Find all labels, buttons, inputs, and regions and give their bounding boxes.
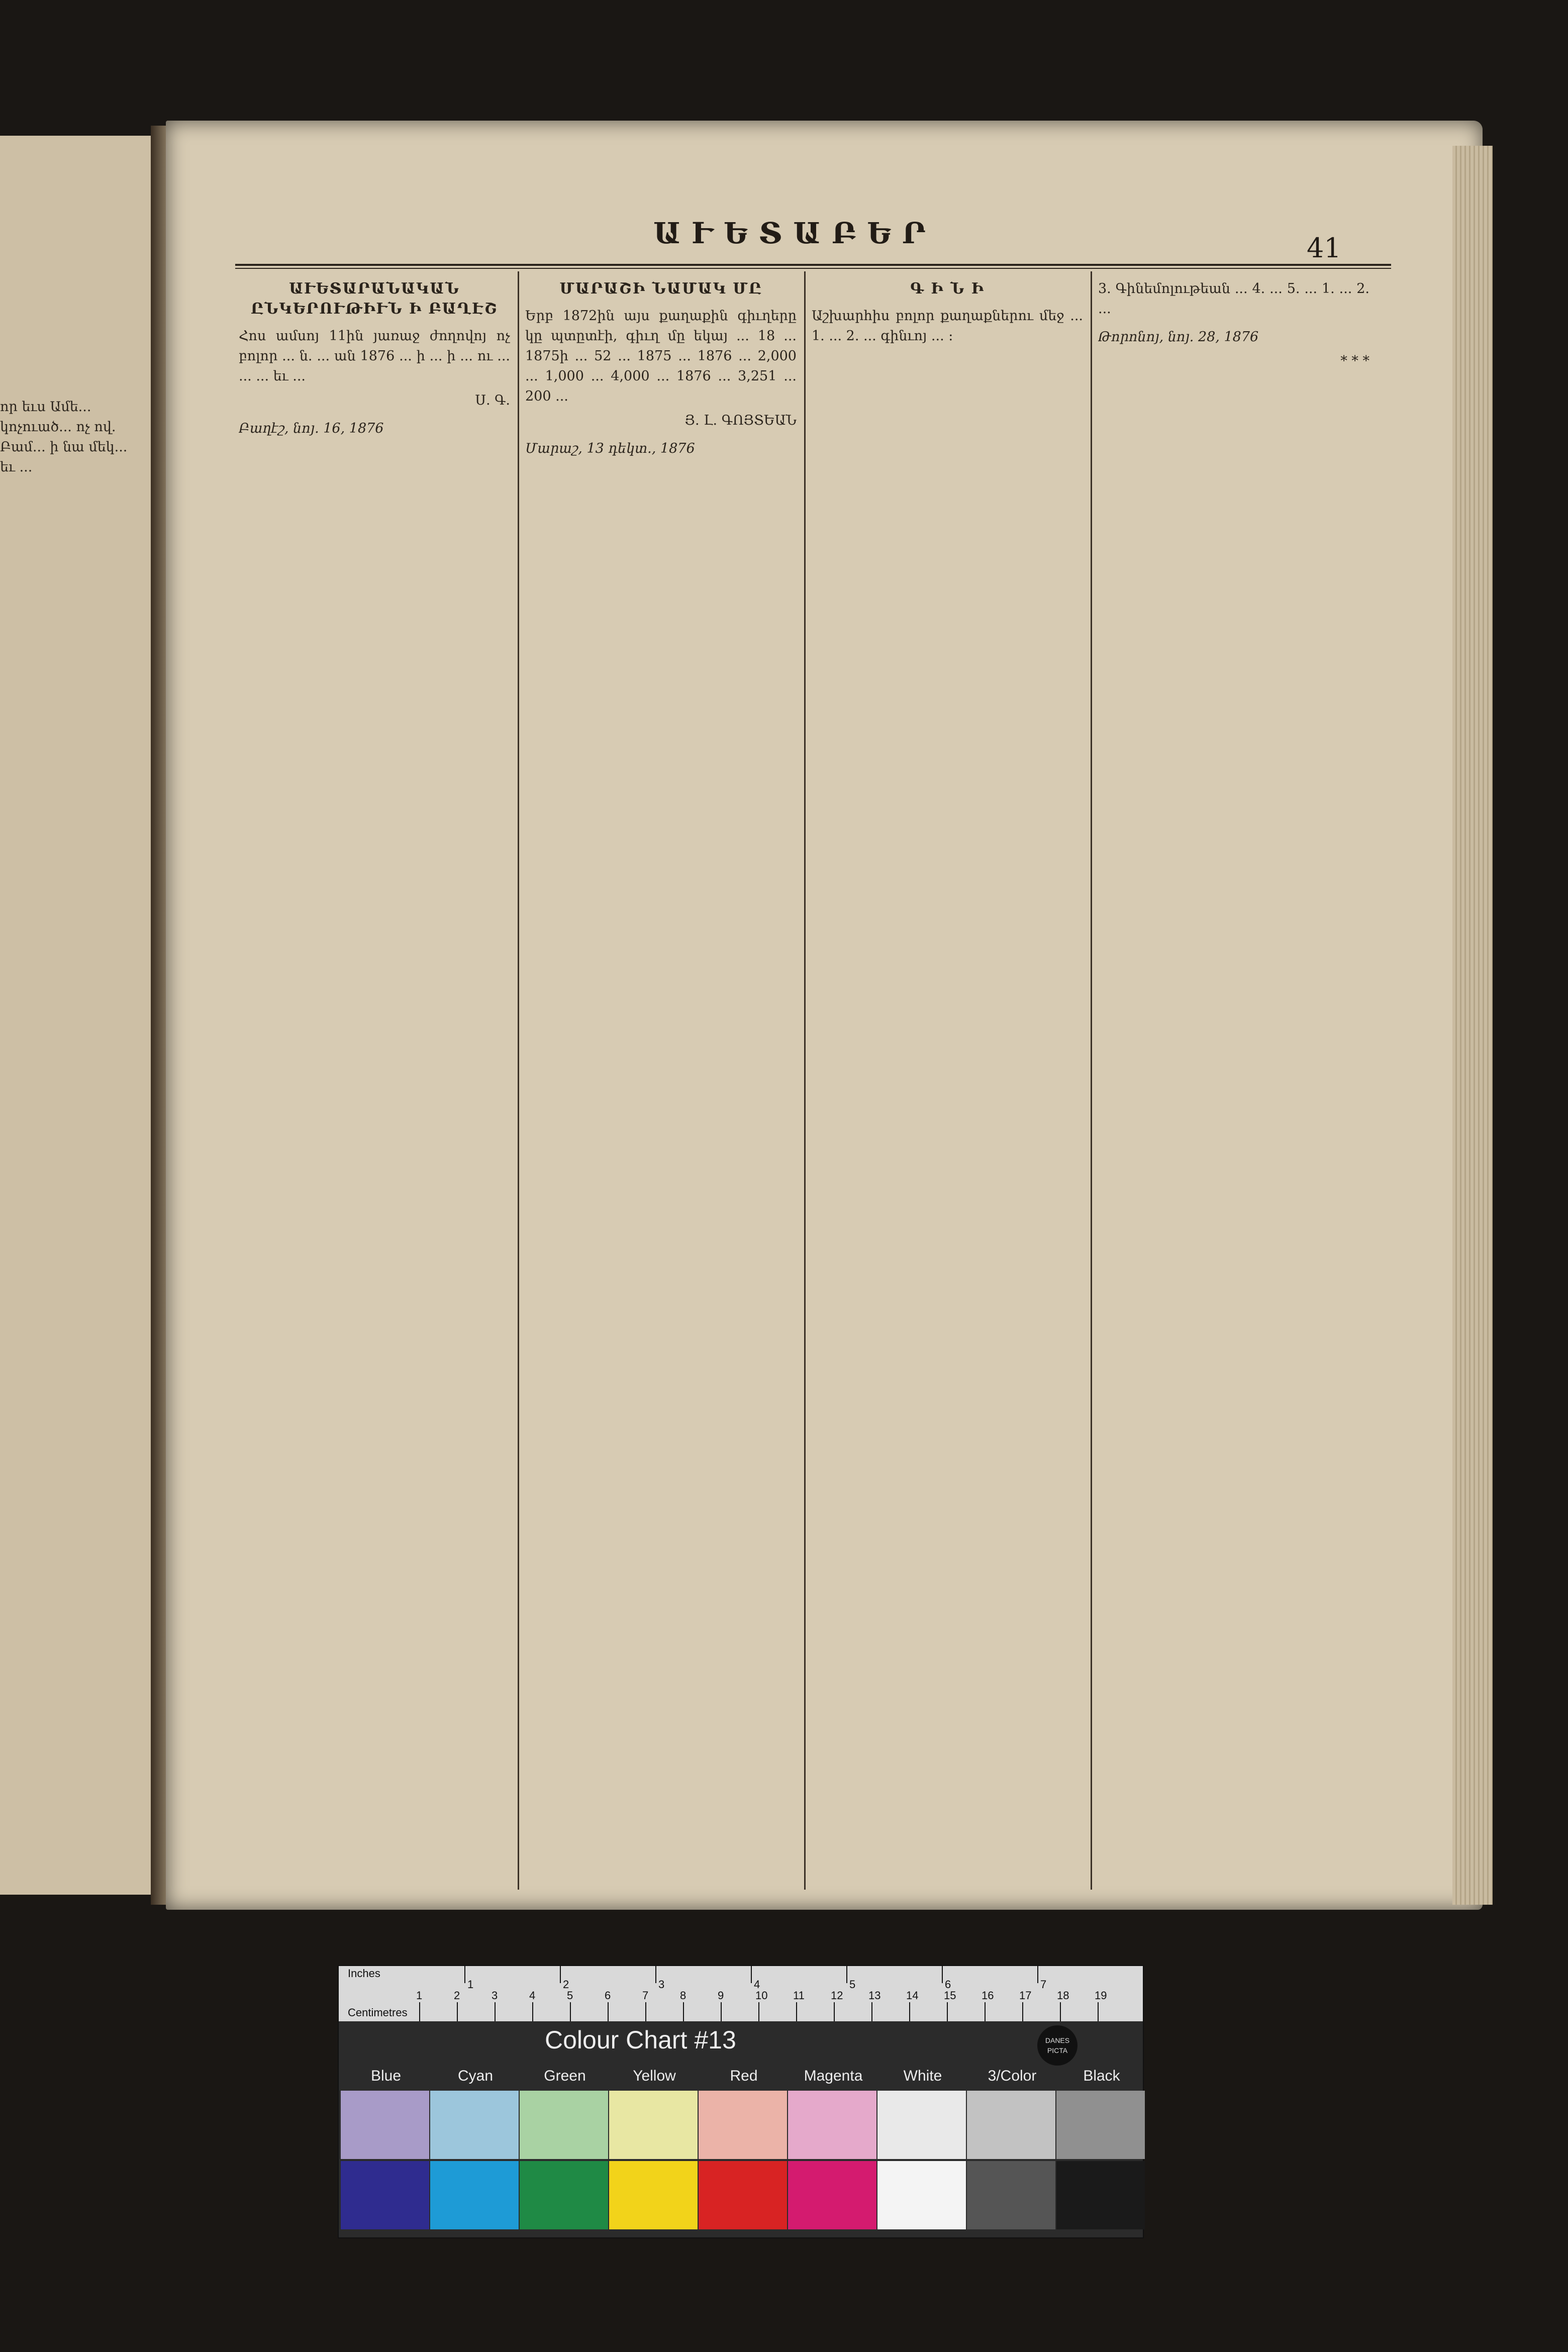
left-page: [0, 136, 151, 1895]
inch-tick-label: 4: [754, 1978, 760, 1991]
page-number: 41: [1307, 232, 1341, 264]
column-rule: [1091, 271, 1092, 1890]
swatch-label: White: [903, 2068, 942, 2084]
swatch-solid: [877, 2161, 966, 2229]
swatch-tint: [1056, 2091, 1145, 2159]
cm-tick: [570, 2002, 571, 2021]
swatch-label: Red: [730, 2068, 758, 2084]
page-edges: [1452, 146, 1493, 1905]
swatch-solid: [609, 2161, 698, 2229]
swatch-tint: [520, 2091, 608, 2159]
cm-tick: [796, 2002, 797, 2021]
cm-tick-label: 9: [718, 1989, 724, 2002]
swatch-label: Magenta: [804, 2068, 863, 2084]
article-dateline: Թորոնոյ, նոյ. 28, 1876: [1098, 329, 1259, 345]
inch-tick-label: 7: [1040, 1978, 1047, 1991]
inch-tick: [1037, 1966, 1038, 1983]
inch-tick: [655, 1966, 656, 1983]
article-column-4: [1098, 279, 1369, 1897]
cm-tick-label: 17: [1019, 1989, 1032, 2002]
article-signature: Ս. Գ.: [475, 393, 510, 408]
cm-tick-label: 5: [567, 1989, 573, 2002]
swatch-label: Cyan: [457, 2068, 494, 2084]
inch-tick-label: 1: [467, 1978, 474, 1991]
header-rule-thin: [235, 268, 1391, 269]
cm-tick: [985, 2002, 986, 2021]
article-body: 3. Գինեմոլութեան ... 4. ... 5. ... 1. ... 2. ...: [1098, 281, 1369, 317]
swatch-solid: [430, 2161, 519, 2229]
cm-tick: [834, 2002, 835, 2021]
swatch-tint: [877, 2091, 966, 2159]
column-rule: [518, 271, 519, 1890]
ruler-inches-label: Inches: [348, 1967, 380, 1980]
article-signature: Յ. Լ. ԳՈՅՏԵԱՆ: [684, 413, 797, 428]
cm-tick: [1060, 2002, 1061, 2021]
swatch-label: Green: [544, 2068, 586, 2084]
article-heading: ՄԱՐԱՇԻ ՆԱՄԱԿ ՄԸ: [559, 280, 762, 298]
cm-tick-label: 10: [755, 1989, 768, 2002]
cm-tick: [1098, 2002, 1099, 2021]
cm-tick: [645, 2002, 646, 2021]
swatch-tint: [788, 2091, 876, 2159]
inch-tick-label: 6: [945, 1978, 951, 1991]
cm-tick-label: 12: [831, 1989, 843, 2002]
swatch-label: Black: [1083, 2068, 1120, 2084]
cm-tick: [608, 2002, 609, 2021]
cm-tick-label: 7: [642, 1989, 649, 2002]
cm-tick: [721, 2002, 722, 2021]
swatch-label: Yellow: [633, 2068, 676, 2084]
article-dateline: Մարաշ, 13 դեկտ., 1876: [525, 441, 695, 456]
cm-tick-label: 11: [793, 1989, 805, 2002]
inch-tick: [464, 1966, 465, 1983]
inch-tick-label: 2: [563, 1978, 569, 1991]
cm-tick: [758, 2002, 759, 2021]
swatch-solid: [967, 2161, 1055, 2229]
left-page-text: որ եւս Ամե... կոչուած... ոչ ով. Բամ... ի նա մեկ... եւ ...: [0, 399, 128, 475]
cm-tick: [495, 2002, 496, 2021]
swatch-tint: [699, 2091, 787, 2159]
cm-tick-label: 13: [868, 1989, 881, 2002]
cm-tick-label: 6: [605, 1989, 611, 2002]
cm-tick: [532, 2002, 533, 2021]
cm-tick: [419, 2002, 420, 2021]
swatch-solid: [699, 2161, 787, 2229]
article-heading: ԱՒԵՏԱՐԱՆԱԿԱՆ ԸՆԿԵՐՈՒԹԻՒՆ Ի ԲԱՂԷՇ: [251, 280, 498, 318]
cm-tick: [871, 2002, 872, 2021]
inch-tick-label: 5: [849, 1978, 856, 1991]
cm-tick-label: 14: [906, 1989, 919, 2002]
cm-tick-label: 8: [680, 1989, 687, 2002]
ruler: [339, 1966, 1143, 2021]
ruler-centimetres-label: Centimetres: [348, 2006, 408, 2019]
swatch-solid: [1056, 2161, 1145, 2229]
article-dateline: Բաղէշ, նոյ. 16, 1876: [239, 421, 384, 436]
cm-tick-label: 4: [529, 1989, 536, 2002]
cm-tick-label: 3: [492, 1989, 498, 2002]
article-body: Աշխարհիս բոլոր քաղաքներու մեջ ... 1. ... 2. ... գինւոյ ... ։: [812, 308, 1083, 344]
swatch-tint: [430, 2091, 519, 2159]
logo-text: DANES PICTA: [1045, 2036, 1070, 2054]
cm-tick-label: 2: [454, 1989, 460, 2002]
cm-tick: [457, 2002, 458, 2021]
cm-tick-label: 16: [982, 1989, 994, 2002]
article-column-1: [239, 279, 510, 1897]
article-heading: Գ Ի Ն Ի: [910, 280, 985, 298]
article-body: Երբ 1872ին այս քաղաքին գիւղերը կը պտըտէի, գիւղ մը եկայ ... 18 ... 1875ի ... 52 ... 1875 ... 1876 ... 2,000 ... 1,000 ... 4,000 ... 1876 ... 3,251 ... 200 ...: [525, 308, 797, 404]
cm-tick: [909, 2002, 910, 2021]
swatch-solid: [341, 2161, 429, 2229]
article-body: Հոս ամսոյ 11ին յառաջ ժողովոյ ոչ բոլոր ... ն. ... ան 1876 ... ի ... ի ... ու ... ... ... եւ ...: [239, 328, 510, 384]
swatch-label: 3/Color: [988, 2068, 1037, 2084]
chart-logo: [1037, 2025, 1077, 2066]
cm-tick: [683, 2002, 684, 2021]
inch-tick: [942, 1966, 943, 1983]
cm-tick: [1022, 2002, 1023, 2021]
cm-tick: [947, 2002, 948, 2021]
article-column-3: [812, 279, 1083, 1897]
article-signature: * * *: [1340, 353, 1369, 369]
swatch-label: Blue: [370, 2068, 402, 2084]
article-column-2: [525, 279, 797, 1897]
inch-tick-label: 3: [658, 1978, 665, 1991]
chart-title: Colour Chart #13: [545, 2026, 736, 2054]
swatch-tint: [967, 2091, 1055, 2159]
inch-tick: [560, 1966, 561, 1983]
inch-tick: [846, 1966, 847, 1983]
header-rule: [235, 264, 1391, 266]
inch-tick: [751, 1966, 752, 1983]
column-rule: [804, 271, 806, 1890]
cm-tick-label: 15: [944, 1989, 956, 2002]
swatch-solid: [520, 2161, 608, 2229]
cm-tick-label: 1: [416, 1989, 423, 2002]
swatch-solid: [788, 2161, 876, 2229]
cm-tick-label: 18: [1057, 1989, 1069, 2002]
swatch-tint: [609, 2091, 698, 2159]
cm-tick-label: 19: [1095, 1989, 1107, 2002]
swatch-tint: [341, 2091, 429, 2159]
running-title: ԱՒԵՏԱԲԵՐ: [653, 216, 937, 250]
colour-chart: [338, 1965, 1144, 2238]
